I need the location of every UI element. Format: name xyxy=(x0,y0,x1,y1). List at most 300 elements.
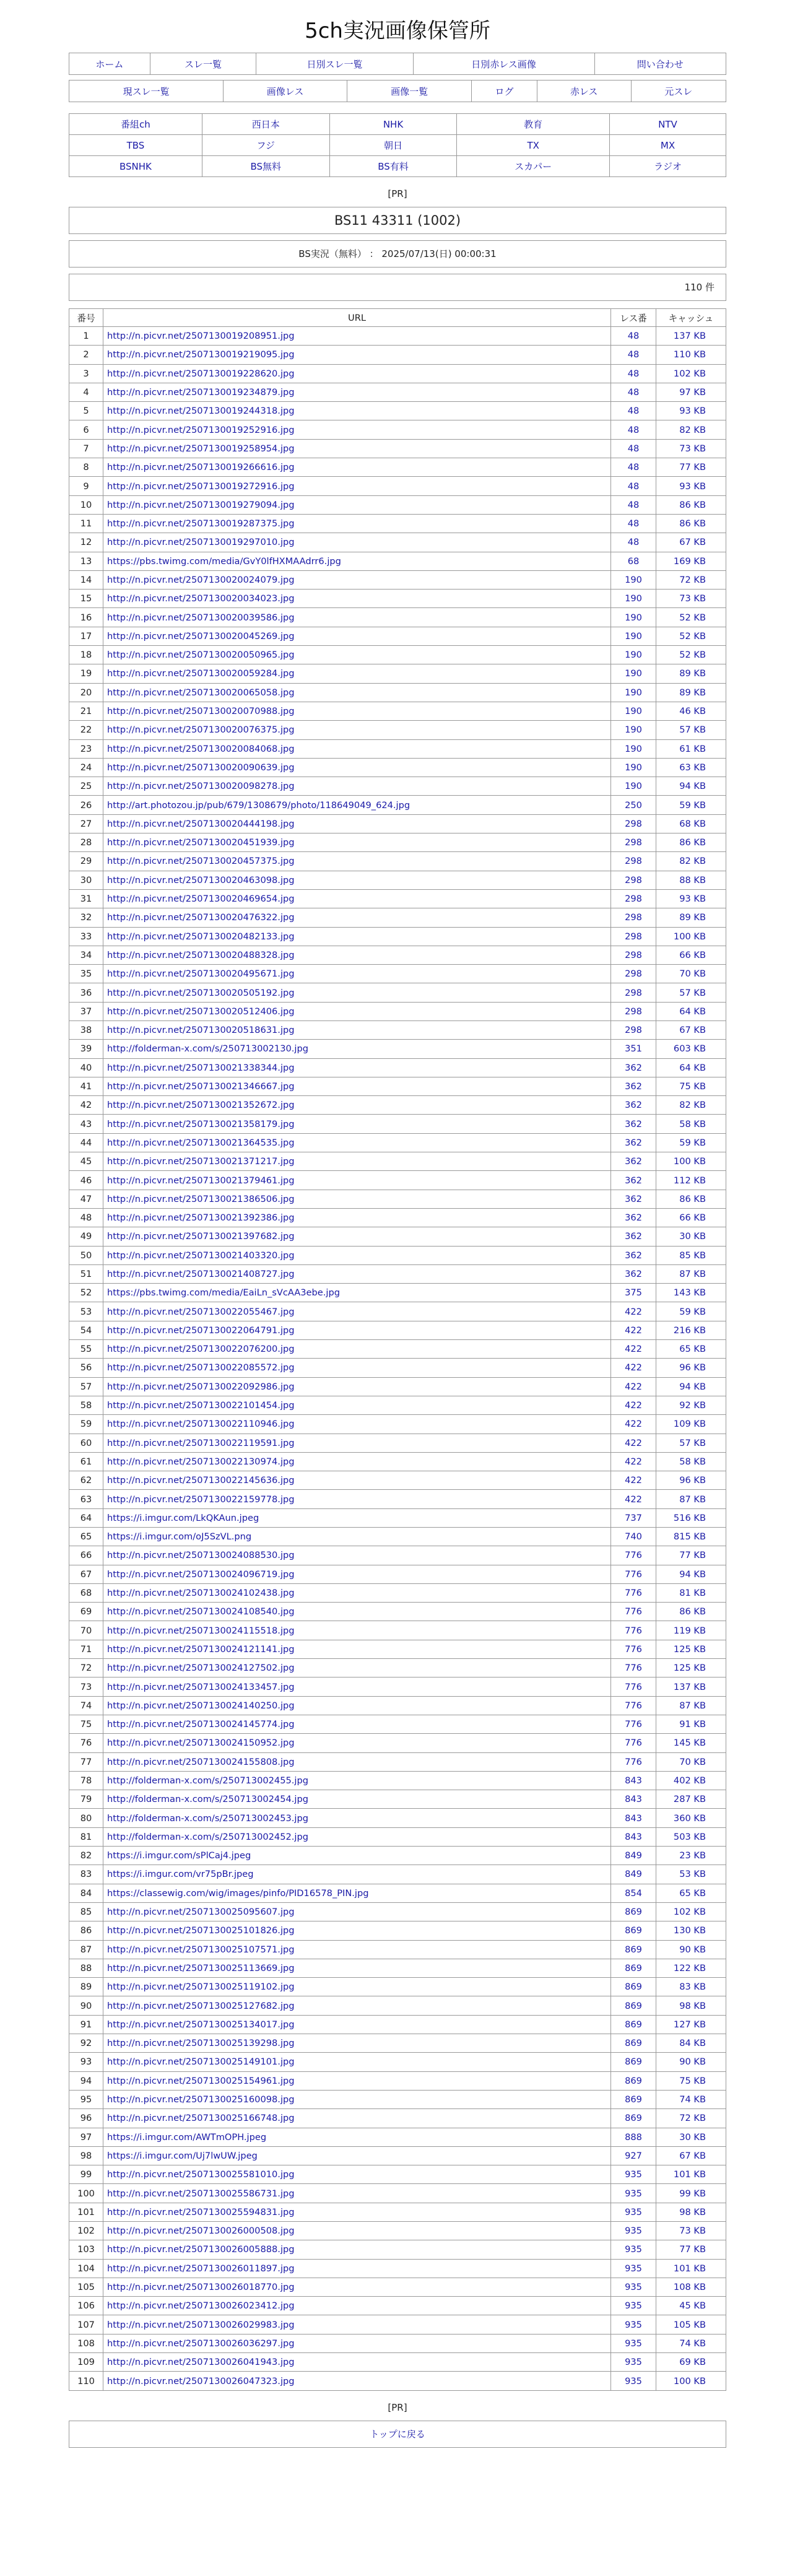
nav-link[interactable]: スレ一覧 xyxy=(185,58,222,70)
res-number[interactable]: 250 xyxy=(611,796,656,814)
cache-size[interactable]: 69 KB xyxy=(656,2353,726,2372)
res-number[interactable]: 298 xyxy=(611,965,656,983)
nav-link[interactable]: ホーム xyxy=(95,58,124,70)
cache-size[interactable]: 87 KB xyxy=(656,1264,726,1283)
cache-size[interactable]: 145 KB xyxy=(656,1734,726,1752)
image-url-link[interactable]: http://n.picvr.net/2507130020469654.jpg xyxy=(107,894,295,905)
cache-size[interactable]: 59 KB xyxy=(656,796,726,814)
cache-size[interactable]: 87 KB xyxy=(656,1696,726,1715)
cache-size[interactable]: 97 KB xyxy=(656,383,726,401)
cache-size[interactable]: 45 KB xyxy=(656,2297,726,2315)
res-number[interactable]: 298 xyxy=(611,927,656,946)
cache-size[interactable]: 94 KB xyxy=(656,1565,726,1583)
subnav-link[interactable]: ログ xyxy=(495,85,514,97)
res-number[interactable]: 869 xyxy=(611,2109,656,2128)
image-url-link[interactable]: http://n.picvr.net/2507130019219095.jpg xyxy=(107,349,295,360)
image-url-link[interactable]: http://n.picvr.net/2507130026005888.jpg xyxy=(107,2244,295,2255)
image-url-link[interactable]: http://n.picvr.net/2507130020505192.jpg xyxy=(107,987,295,998)
cache-size[interactable]: 86 KB xyxy=(656,1603,726,1621)
cache-size[interactable]: 70 KB xyxy=(656,965,726,983)
cache-size[interactable]: 93 KB xyxy=(656,889,726,908)
image-url-link[interactable]: http://n.picvr.net/2507130020059284.jpg xyxy=(107,668,295,679)
res-number[interactable]: 776 xyxy=(611,1603,656,1621)
cache-size[interactable]: 88 KB xyxy=(656,871,726,889)
cache-size[interactable]: 516 KB xyxy=(656,1508,726,1527)
image-url-link[interactable]: http://n.picvr.net/2507130025594831.jpg xyxy=(107,2206,295,2217)
cache-size[interactable]: 84 KB xyxy=(656,2034,726,2053)
image-url-link[interactable]: http://n.picvr.net/2507130020495671.jpg xyxy=(107,968,295,980)
cache-size[interactable]: 96 KB xyxy=(656,1359,726,1377)
res-number[interactable]: 48 xyxy=(611,402,656,420)
cache-size[interactable]: 30 KB xyxy=(656,1227,726,1246)
res-number[interactable]: 190 xyxy=(611,739,656,758)
cache-size[interactable]: 127 KB xyxy=(656,2015,726,2034)
cache-size[interactable]: 108 KB xyxy=(656,2278,726,2296)
image-url-link[interactable]: http://n.picvr.net/2507130025154961.jpg xyxy=(107,2075,295,2086)
cache-size[interactable]: 23 KB xyxy=(656,1847,726,1865)
res-number[interactable]: 48 xyxy=(611,364,656,383)
cache-size[interactable]: 86 KB xyxy=(656,1190,726,1208)
image-url-link[interactable]: http://n.picvr.net/2507130021371217.jpg xyxy=(107,1156,295,1167)
res-number[interactable]: 776 xyxy=(611,1583,656,1602)
cache-size[interactable]: 65 KB xyxy=(656,1884,726,1902)
cache-size[interactable]: 98 KB xyxy=(656,2203,726,2221)
image-url-link[interactable]: https://i.imgur.com/sPlCaj4.jpeg xyxy=(107,1850,251,1861)
res-number[interactable]: 190 xyxy=(611,777,656,796)
res-number[interactable]: 190 xyxy=(611,570,656,589)
image-url-link[interactable]: http://n.picvr.net/2507130025113669.jpg xyxy=(107,1962,295,1973)
image-url-link[interactable]: http://n.picvr.net/2507130020098278.jpg xyxy=(107,781,295,792)
cache-size[interactable]: 57 KB xyxy=(656,1434,726,1452)
res-number[interactable]: 298 xyxy=(611,908,656,927)
cache-size[interactable]: 815 KB xyxy=(656,1528,726,1546)
res-number[interactable]: 298 xyxy=(611,871,656,889)
res-number[interactable]: 362 xyxy=(611,1171,656,1190)
channel-link[interactable]: 教育 xyxy=(524,119,543,130)
image-url-link[interactable]: http://n.picvr.net/2507130021403320.jpg xyxy=(107,1250,295,1261)
image-url-link[interactable]: http://n.picvr.net/2507130024108540.jpg xyxy=(107,1606,295,1617)
cache-size[interactable]: 90 KB xyxy=(656,1940,726,1959)
image-url-link[interactable]: http://n.picvr.net/2507130019266616.jpg xyxy=(107,462,295,473)
image-url-link[interactable]: http://n.picvr.net/2507130025160098.jpg xyxy=(107,2094,295,2105)
res-number[interactable]: 48 xyxy=(611,383,656,401)
res-number[interactable]: 190 xyxy=(611,590,656,608)
cache-size[interactable]: 143 KB xyxy=(656,1284,726,1302)
res-number[interactable]: 190 xyxy=(611,702,656,720)
res-number[interactable]: 48 xyxy=(611,533,656,552)
res-number[interactable]: 48 xyxy=(611,327,656,346)
image-url-link[interactable]: http://folderman-x.com/s/250713002453.jpg xyxy=(107,1812,309,1824)
cache-size[interactable]: 89 KB xyxy=(656,664,726,683)
res-number[interactable]: 298 xyxy=(611,889,656,908)
image-url-link[interactable]: http://n.picvr.net/2507130022159778.jpg xyxy=(107,1494,295,1505)
channel-link[interactable]: 番組ch xyxy=(121,119,150,130)
image-url-link[interactable]: http://n.picvr.net/2507130020045269.jpg xyxy=(107,630,295,642)
image-url-link[interactable]: http://n.picvr.net/2507130025166748.jpg xyxy=(107,2113,295,2124)
image-url-link[interactable]: http://n.picvr.net/2507130020076375.jpg xyxy=(107,724,295,736)
res-number[interactable]: 935 xyxy=(611,2259,656,2278)
image-url-link[interactable]: http://n.picvr.net/2507130024155808.jpg xyxy=(107,1756,295,1767)
image-url-link[interactable]: http://n.picvr.net/2507130020065058.jpg xyxy=(107,687,295,698)
cache-size[interactable]: 70 KB xyxy=(656,1752,726,1771)
image-url-link[interactable]: http://n.picvr.net/2507130021338344.jpg xyxy=(107,1062,295,1073)
image-url-link[interactable]: http://n.picvr.net/2507130020488328.jpg xyxy=(107,949,295,960)
res-number[interactable]: 298 xyxy=(611,1002,656,1020)
cache-size[interactable]: 93 KB xyxy=(656,402,726,420)
res-number[interactable]: 776 xyxy=(611,1752,656,1771)
cache-size[interactable]: 65 KB xyxy=(656,1340,726,1359)
image-url-link[interactable]: http://n.picvr.net/2507130021392386.jpg xyxy=(107,1212,295,1224)
image-url-link[interactable]: http://n.picvr.net/2507130025149101.jpg xyxy=(107,2056,295,2068)
res-number[interactable]: 776 xyxy=(611,1546,656,1565)
res-number[interactable]: 843 xyxy=(611,1827,656,1846)
cache-size[interactable]: 87 KB xyxy=(656,1490,726,1508)
res-number[interactable]: 776 xyxy=(611,1621,656,1640)
image-url-link[interactable]: http://n.picvr.net/2507130020482133.jpg xyxy=(107,931,295,942)
res-number[interactable]: 849 xyxy=(611,1865,656,1884)
cache-size[interactable]: 73 KB xyxy=(656,2221,726,2240)
cache-size[interactable]: 81 KB xyxy=(656,1583,726,1602)
cache-size[interactable]: 96 KB xyxy=(656,1471,726,1490)
cache-size[interactable]: 216 KB xyxy=(656,1321,726,1339)
cache-size[interactable]: 503 KB xyxy=(656,1827,726,1846)
image-url-link[interactable]: https://i.imgur.com/oJ5SzVL.png xyxy=(107,1531,252,1543)
image-url-link[interactable]: http://n.picvr.net/2507130026036297.jpg xyxy=(107,2338,295,2349)
subnav-link[interactable]: 赤レス xyxy=(570,85,598,97)
res-number[interactable]: 298 xyxy=(611,852,656,871)
res-number[interactable]: 935 xyxy=(611,2353,656,2372)
image-url-link[interactable]: http://n.picvr.net/2507130019244318.jpg xyxy=(107,406,295,417)
cache-size[interactable]: 83 KB xyxy=(656,1978,726,1996)
image-url-link[interactable]: http://n.picvr.net/2507130021408727.jpg xyxy=(107,1268,295,1279)
image-url-link[interactable]: https://pbs.twimg.com/media/GvY0lfHXMAAdrr6.jpg xyxy=(107,555,341,567)
image-url-link[interactable]: http://n.picvr.net/2507130024115518.jpg xyxy=(107,1625,295,1636)
res-number[interactable]: 869 xyxy=(611,2053,656,2071)
cache-size[interactable]: 130 KB xyxy=(656,1921,726,1940)
res-number[interactable]: 935 xyxy=(611,2203,656,2221)
res-number[interactable]: 776 xyxy=(611,1659,656,1677)
cache-size[interactable]: 66 KB xyxy=(656,946,726,964)
image-url-link[interactable]: http://n.picvr.net/2507130019234879.jpg xyxy=(107,387,295,398)
res-number[interactable]: 362 xyxy=(611,1246,656,1264)
res-number[interactable]: 776 xyxy=(611,1677,656,1696)
image-url-link[interactable]: http://n.picvr.net/2507130020024079.jpg xyxy=(107,575,295,585)
res-number[interactable]: 190 xyxy=(611,627,656,645)
res-number[interactable]: 776 xyxy=(611,1696,656,1715)
cache-size[interactable]: 73 KB xyxy=(656,590,726,608)
res-number[interactable]: 48 xyxy=(611,458,656,477)
cache-size[interactable]: 105 KB xyxy=(656,2315,726,2334)
res-number[interactable]: 362 xyxy=(611,1115,656,1133)
cache-size[interactable]: 119 KB xyxy=(656,1621,726,1640)
res-number[interactable]: 48 xyxy=(611,495,656,514)
cache-size[interactable]: 102 KB xyxy=(656,364,726,383)
res-number[interactable]: 190 xyxy=(611,608,656,627)
cache-size[interactable]: 73 KB xyxy=(656,439,726,458)
image-url-link[interactable]: http://n.picvr.net/2507130019258954.jpg xyxy=(107,443,295,454)
cache-size[interactable]: 53 KB xyxy=(656,1865,726,1884)
cache-size[interactable]: 30 KB xyxy=(656,2128,726,2146)
cache-size[interactable]: 59 KB xyxy=(656,1302,726,1321)
cache-size[interactable]: 137 KB xyxy=(656,327,726,346)
cache-size[interactable]: 110 KB xyxy=(656,346,726,364)
cache-size[interactable]: 102 KB xyxy=(656,1902,726,1921)
channel-link[interactable]: BS有料 xyxy=(378,161,409,172)
nav-link[interactable]: 問い合わせ xyxy=(636,58,684,70)
subnav-link[interactable]: 画像一覧 xyxy=(391,85,428,97)
image-url-link[interactable]: https://i.imgur.com/Uj7lwUW.jpeg xyxy=(107,2150,258,2161)
nav-link[interactable]: 日別赤レス画像 xyxy=(471,58,536,70)
res-number[interactable]: 935 xyxy=(611,2221,656,2240)
res-number[interactable]: 935 xyxy=(611,2297,656,2315)
res-number[interactable]: 935 xyxy=(611,2372,656,2390)
image-url-link[interactable]: http://n.picvr.net/2507130026011897.jpg xyxy=(107,2263,295,2274)
res-number[interactable]: 869 xyxy=(611,1921,656,1940)
res-number[interactable]: 190 xyxy=(611,683,656,702)
cache-size[interactable]: 91 KB xyxy=(656,1715,726,1733)
image-url-link[interactable]: http://n.picvr.net/2507130019279094.jpg xyxy=(107,499,295,510)
image-url-link[interactable]: http://n.picvr.net/2507130020476322.jpg xyxy=(107,912,295,923)
image-url-link[interactable]: http://n.picvr.net/2507130024127502.jpg xyxy=(107,1663,295,1674)
cache-size[interactable]: 86 KB xyxy=(656,833,726,852)
cache-size[interactable]: 360 KB xyxy=(656,1809,726,1827)
res-number[interactable]: 190 xyxy=(611,646,656,664)
res-number[interactable]: 776 xyxy=(611,1640,656,1658)
res-number[interactable]: 843 xyxy=(611,1771,656,1790)
image-url-link[interactable]: http://folderman-x.com/s/250713002455.jpg xyxy=(107,1775,309,1786)
res-number[interactable]: 362 xyxy=(611,1077,656,1095)
cache-size[interactable]: 109 KB xyxy=(656,1415,726,1434)
channel-link[interactable]: TBS xyxy=(126,139,145,151)
image-url-link[interactable]: http://n.picvr.net/2507130025095607.jpg xyxy=(107,1907,295,1918)
cache-size[interactable]: 67 KB xyxy=(656,533,726,552)
res-number[interactable]: 935 xyxy=(611,2184,656,2203)
cache-size[interactable]: 58 KB xyxy=(656,1115,726,1133)
cache-size[interactable]: 72 KB xyxy=(656,570,726,589)
image-url-link[interactable]: http://n.picvr.net/2507130024145774.jpg xyxy=(107,1719,295,1730)
image-url-link[interactable]: http://n.picvr.net/2507130020463098.jpg xyxy=(107,874,295,886)
res-number[interactable]: 869 xyxy=(611,1996,656,2015)
cache-size[interactable]: 67 KB xyxy=(656,2146,726,2165)
image-url-link[interactable]: http://n.picvr.net/2507130025127682.jpg xyxy=(107,2000,295,2011)
cache-size[interactable]: 64 KB xyxy=(656,1058,726,1077)
cache-size[interactable]: 77 KB xyxy=(656,2240,726,2259)
cache-size[interactable]: 52 KB xyxy=(656,646,726,664)
cache-size[interactable]: 52 KB xyxy=(656,608,726,627)
image-url-link[interactable]: http://n.picvr.net/2507130020090639.jpg xyxy=(107,762,295,773)
image-url-link[interactable]: http://n.picvr.net/2507130021379461.jpg xyxy=(107,1175,295,1186)
cache-size[interactable]: 46 KB xyxy=(656,702,726,720)
res-number[interactable]: 422 xyxy=(611,1302,656,1321)
res-number[interactable]: 362 xyxy=(611,1264,656,1283)
res-number[interactable]: 48 xyxy=(611,439,656,458)
image-url-link[interactable]: http://n.picvr.net/2507130024102438.jpg xyxy=(107,1588,295,1599)
res-number[interactable]: 48 xyxy=(611,514,656,533)
image-url-link[interactable]: http://n.picvr.net/2507130022092986.jpg xyxy=(107,1381,295,1392)
cache-size[interactable]: 59 KB xyxy=(656,1133,726,1152)
image-url-link[interactable]: http://n.picvr.net/2507130025581010.jpg xyxy=(107,2169,295,2180)
cache-size[interactable]: 77 KB xyxy=(656,1546,726,1565)
image-url-link[interactable]: http://n.picvr.net/2507130022064791.jpg xyxy=(107,1325,295,1336)
res-number[interactable]: 362 xyxy=(611,1152,656,1171)
image-url-link[interactable]: http://n.picvr.net/2507130022145636.jpg xyxy=(107,1475,295,1486)
res-number[interactable]: 854 xyxy=(611,1884,656,1902)
res-number[interactable]: 422 xyxy=(611,1434,656,1452)
image-url-link[interactable]: http://n.picvr.net/2507130021364535.jpg xyxy=(107,1137,295,1148)
cache-size[interactable]: 64 KB xyxy=(656,1002,726,1020)
res-number[interactable]: 935 xyxy=(611,2165,656,2184)
res-number[interactable]: 843 xyxy=(611,1790,656,1809)
res-number[interactable]: 935 xyxy=(611,2334,656,2352)
cache-size[interactable]: 86 KB xyxy=(656,514,726,533)
cache-size[interactable]: 98 KB xyxy=(656,1996,726,2015)
image-url-link[interactable]: http://n.picvr.net/2507130020512406.jpg xyxy=(107,1006,295,1017)
res-number[interactable]: 869 xyxy=(611,1959,656,1977)
image-url-link[interactable]: http://n.picvr.net/2507130022055467.jpg xyxy=(107,1306,295,1317)
res-number[interactable]: 48 xyxy=(611,477,656,495)
nav-link[interactable]: 日別スレ一覧 xyxy=(306,58,363,70)
image-url-link[interactable]: http://n.picvr.net/2507130024096719.jpg xyxy=(107,1569,295,1580)
image-url-link[interactable]: http://n.picvr.net/2507130019208951.jpg xyxy=(107,331,295,342)
res-number[interactable]: 422 xyxy=(611,1359,656,1377)
res-number[interactable]: 869 xyxy=(611,2090,656,2108)
res-number[interactable]: 422 xyxy=(611,1321,656,1339)
cache-size[interactable]: 75 KB xyxy=(656,2071,726,2090)
cache-size[interactable]: 402 KB xyxy=(656,1771,726,1790)
res-number[interactable]: 843 xyxy=(611,1809,656,1827)
image-url-link[interactable]: http://n.picvr.net/2507130022085572.jpg xyxy=(107,1362,295,1373)
image-url-link[interactable]: http://n.picvr.net/2507130019228620.jpg xyxy=(107,368,295,379)
cache-size[interactable]: 89 KB xyxy=(656,683,726,702)
image-url-link[interactable]: http://n.picvr.net/2507130026023412.jpg xyxy=(107,2300,295,2312)
channel-link[interactable]: 西日本 xyxy=(251,119,280,130)
image-url-link[interactable]: http://n.picvr.net/2507130020084068.jpg xyxy=(107,743,295,754)
image-url-link[interactable]: http://n.picvr.net/2507130022110946.jpg xyxy=(107,1419,295,1430)
res-number[interactable]: 869 xyxy=(611,1902,656,1921)
cache-size[interactable]: 57 KB xyxy=(656,721,726,739)
res-number[interactable]: 869 xyxy=(611,1940,656,1959)
image-url-link[interactable]: https://i.imgur.com/AWTmOPH.jpeg xyxy=(107,2131,267,2143)
res-number[interactable]: 422 xyxy=(611,1490,656,1508)
image-url-link[interactable]: http://n.picvr.net/2507130024140250.jpg xyxy=(107,1700,295,1711)
res-number[interactable]: 422 xyxy=(611,1471,656,1490)
res-number[interactable]: 927 xyxy=(611,2146,656,2165)
image-url-link[interactable]: http://folderman-x.com/s/250713002452.jpg xyxy=(107,1831,309,1842)
image-url-link[interactable]: http://n.picvr.net/2507130022076200.jpg xyxy=(107,1344,295,1355)
cache-size[interactable]: 125 KB xyxy=(656,1640,726,1658)
cache-size[interactable]: 100 KB xyxy=(656,2372,726,2390)
image-url-link[interactable]: http://n.picvr.net/2507130019272916.jpg xyxy=(107,481,295,492)
image-url-link[interactable]: http://n.picvr.net/2507130025101826.jpg xyxy=(107,1925,295,1936)
res-number[interactable]: 362 xyxy=(611,1190,656,1208)
image-url-link[interactable]: http://n.picvr.net/2507130021358179.jpg xyxy=(107,1118,295,1129)
image-url-link[interactable]: http://n.picvr.net/2507130026047323.jpg xyxy=(107,2375,295,2387)
cache-size[interactable]: 90 KB xyxy=(656,2053,726,2071)
res-number[interactable]: 298 xyxy=(611,983,656,1002)
cache-size[interactable]: 137 KB xyxy=(656,1677,726,1696)
res-number[interactable]: 68 xyxy=(611,552,656,570)
image-url-link[interactable]: http://art.photozou.jp/pub/679/1308679/photo/118649049_624.jpg xyxy=(107,799,411,811)
cache-size[interactable]: 72 KB xyxy=(656,2109,726,2128)
image-url-link[interactable]: http://n.picvr.net/2507130024150952.jpg xyxy=(107,1738,295,1749)
image-url-link[interactable]: https://i.imgur.com/LkQKAun.jpeg xyxy=(107,1512,259,1523)
cache-size[interactable]: 287 KB xyxy=(656,1790,726,1809)
subnav-link[interactable]: 画像レス xyxy=(266,85,304,97)
cache-size[interactable]: 92 KB xyxy=(656,1396,726,1414)
image-url-link[interactable]: http://n.picvr.net/2507130020050965.jpg xyxy=(107,650,295,661)
channel-link[interactable]: 朝日 xyxy=(383,140,402,151)
image-url-link[interactable]: http://n.picvr.net/2507130019287375.jpg xyxy=(107,518,295,529)
image-url-link[interactable]: http://n.picvr.net/2507130021352672.jpg xyxy=(107,1100,295,1111)
image-url-link[interactable]: http://n.picvr.net/2507130025586731.jpg xyxy=(107,2188,295,2199)
res-number[interactable]: 422 xyxy=(611,1396,656,1414)
channel-link[interactable]: TX xyxy=(527,139,539,151)
res-number[interactable]: 362 xyxy=(611,1096,656,1115)
image-url-link[interactable]: http://n.picvr.net/2507130020518631.jpg xyxy=(107,1025,295,1036)
cache-size[interactable]: 61 KB xyxy=(656,739,726,758)
image-url-link[interactable]: http://n.picvr.net/2507130025139298.jpg xyxy=(107,2038,295,2049)
res-number[interactable]: 422 xyxy=(611,1340,656,1359)
cache-size[interactable]: 85 KB xyxy=(656,1246,726,1264)
res-number[interactable]: 776 xyxy=(611,1734,656,1752)
image-url-link[interactable]: http://n.picvr.net/2507130026000508.jpg xyxy=(107,2226,295,2237)
cache-size[interactable]: 82 KB xyxy=(656,1096,726,1115)
cache-size[interactable]: 66 KB xyxy=(656,1208,726,1227)
cache-size[interactable]: 94 KB xyxy=(656,1377,726,1396)
cache-size[interactable]: 101 KB xyxy=(656,2259,726,2278)
res-number[interactable]: 48 xyxy=(611,420,656,439)
res-number[interactable]: 869 xyxy=(611,2071,656,2090)
image-url-link[interactable]: http://n.picvr.net/2507130025134017.jpg xyxy=(107,2019,295,2030)
image-url-link[interactable]: https://pbs.twimg.com/media/EaiLn_sVcAA3ebe.jpg xyxy=(107,1287,340,1299)
res-number[interactable]: 298 xyxy=(611,833,656,852)
image-url-link[interactable]: http://n.picvr.net/2507130019297010.jpg xyxy=(107,537,295,548)
image-url-link[interactable]: http://n.picvr.net/2507130020444198.jpg xyxy=(107,818,295,829)
res-number[interactable]: 740 xyxy=(611,1528,656,1546)
cache-size[interactable]: 99 KB xyxy=(656,2184,726,2203)
res-number[interactable]: 190 xyxy=(611,664,656,683)
res-number[interactable]: 935 xyxy=(611,2278,656,2296)
channel-link[interactable]: NTV xyxy=(658,118,677,130)
cache-size[interactable]: 74 KB xyxy=(656,2334,726,2352)
res-number[interactable]: 776 xyxy=(611,1565,656,1583)
subnav-link[interactable]: 現スレ一覧 xyxy=(123,85,170,97)
image-url-link[interactable]: http://n.picvr.net/2507130020457375.jpg xyxy=(107,856,295,867)
image-url-link[interactable]: http://n.picvr.net/2507130024088530.jpg xyxy=(107,1550,295,1561)
image-url-link[interactable]: http://n.picvr.net/2507130026041943.jpg xyxy=(107,2357,295,2368)
image-url-link[interactable]: https://classewig.com/wig/images/pinfo/PID16578_PIN.jpg xyxy=(107,1887,369,1899)
image-url-link[interactable]: http://folderman-x.com/s/250713002130.jpg xyxy=(107,1043,309,1055)
cache-size[interactable]: 122 KB xyxy=(656,1959,726,1977)
channel-link[interactable]: MX xyxy=(660,139,676,151)
res-number[interactable]: 422 xyxy=(611,1415,656,1434)
cache-size[interactable]: 89 KB xyxy=(656,908,726,927)
res-number[interactable]: 190 xyxy=(611,758,656,777)
image-url-link[interactable]: http://n.picvr.net/2507130025119102.jpg xyxy=(107,1982,295,1993)
res-number[interactable]: 362 xyxy=(611,1133,656,1152)
channel-link[interactable]: NHK xyxy=(383,118,404,130)
res-number[interactable]: 298 xyxy=(611,814,656,833)
image-url-link[interactable]: http://n.picvr.net/2507130020070988.jpg xyxy=(107,706,295,717)
res-number[interactable]: 362 xyxy=(611,1227,656,1246)
cache-size[interactable]: 52 KB xyxy=(656,627,726,645)
res-number[interactable]: 351 xyxy=(611,1040,656,1058)
cache-size[interactable]: 57 KB xyxy=(656,983,726,1002)
res-number[interactable]: 737 xyxy=(611,1508,656,1527)
image-url-link[interactable]: http://n.picvr.net/2507130020034023.jpg xyxy=(107,593,295,604)
cache-size[interactable]: 82 KB xyxy=(656,420,726,439)
back-to-top-link[interactable]: トップに戻る xyxy=(370,2428,425,2440)
